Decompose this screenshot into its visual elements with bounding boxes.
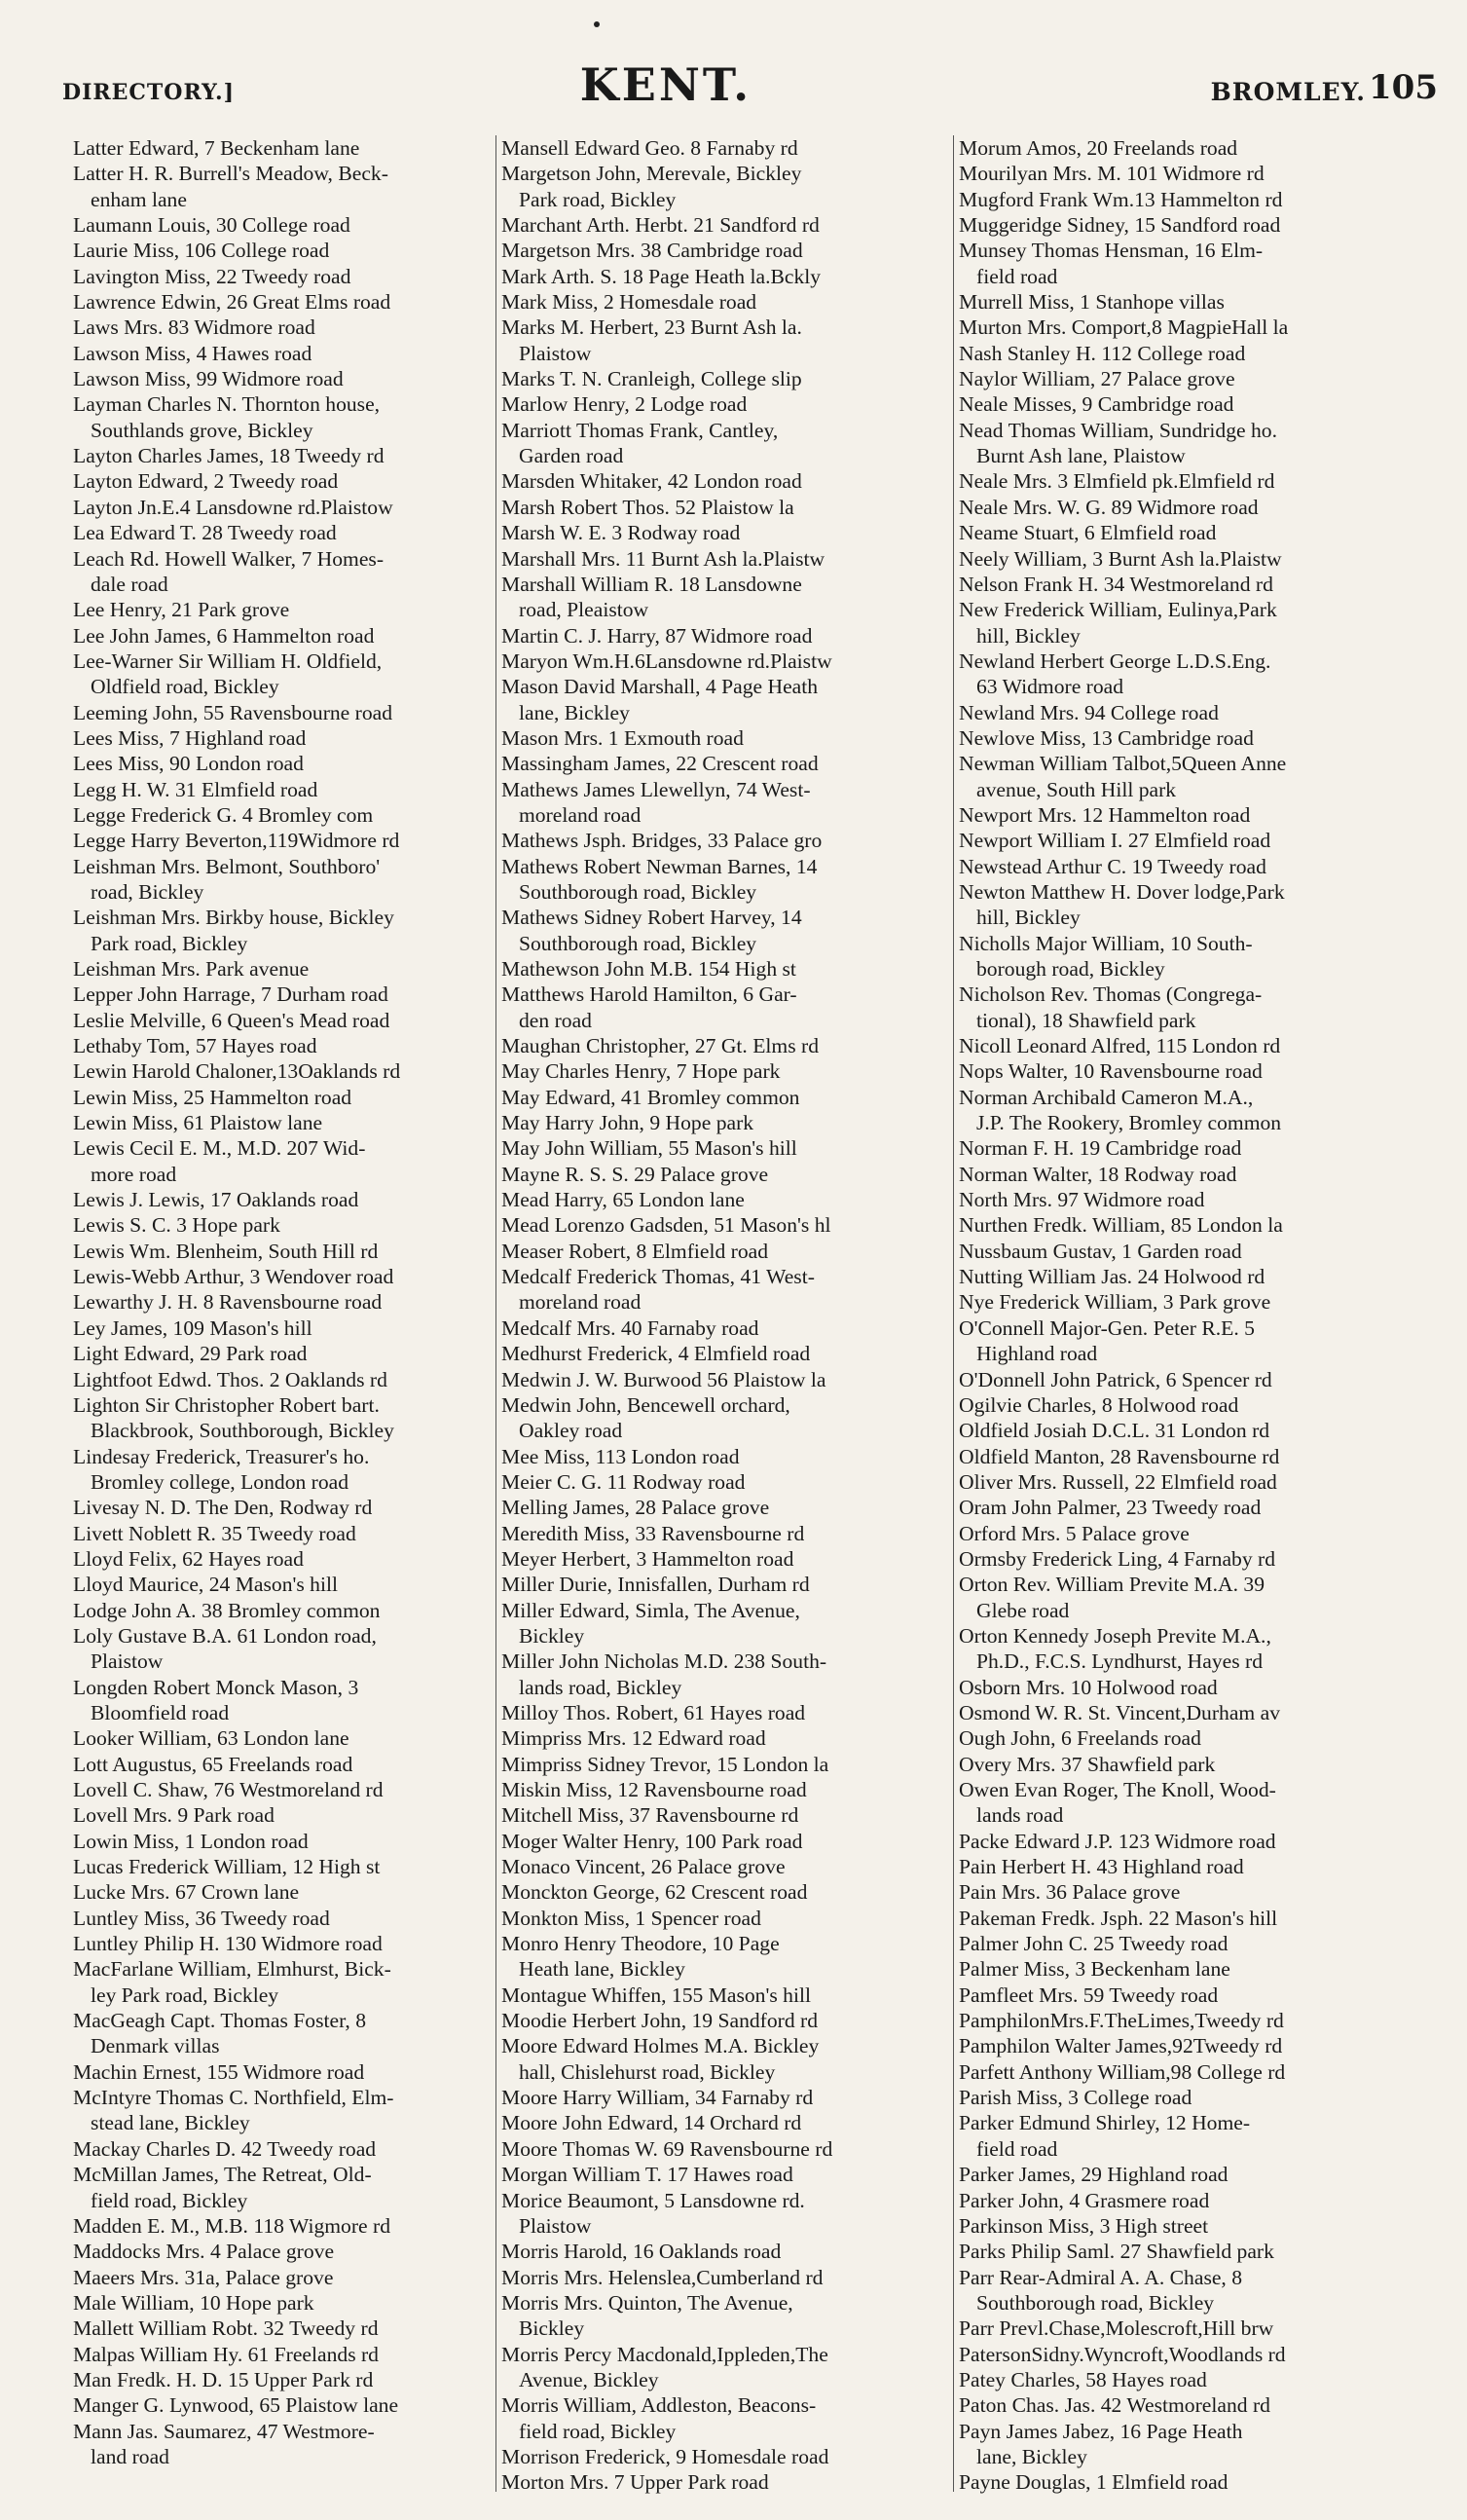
directory-entry: Norman Walter, 18 Rodway road (959, 1162, 1237, 1186)
directory-entry: Lepper John Harrage, 7 Durham road (73, 982, 388, 1007)
directory-column-3 (959, 135, 1407, 2511)
directory-entry: PatersonSidny.Wyncroft,Woodlands rd (959, 2342, 1286, 2366)
directory-entry: Payne Douglas, 1 Elmfield road (959, 2470, 1229, 2495)
directory-entry: Mann Jas. Saumarez, 47 Westmore- (73, 2419, 375, 2443)
directory-entry: Mourilyan Mrs. M. 101 Widmore rd (959, 162, 1265, 186)
directory-entry: Lewis Wm. Blenheim, South Hill rd (73, 1239, 379, 1263)
directory-entry: Southborough road, Bickley (519, 879, 757, 904)
directory-entry: Marshall William R. 18 Lansdowne (501, 572, 802, 596)
directory-entry: Miskin Miss, 12 Ravensbourne road (501, 1778, 807, 1801)
directory-entry: May John William, 55 Mason's hill (501, 1136, 797, 1161)
directory-entry: Miller John Nicholas M.D. 238 South- (501, 1649, 827, 1674)
directory-entry: Leishman Mrs. Belmont, Southboro' (73, 854, 381, 878)
directory-entry: Lawson Miss, 4 Hawes road (73, 341, 312, 365)
directory-entry: field road, Bickley (519, 2419, 677, 2443)
directory-entry: Orford Mrs. 5 Palace grove (959, 1521, 1190, 1545)
header-county: KENT. (579, 58, 752, 111)
directory-entry: road, Bickley (91, 879, 204, 904)
directory-entry: Layton Charles James, 18 Tweedy rd (73, 444, 385, 468)
directory-entry: Lewis Cecil E. M., M.D. 207 Wid- (73, 1136, 366, 1161)
directory-entry: Maughan Christopher, 27 Gt. Elms rd (501, 1034, 820, 1058)
directory-entry: Mugford Frank Wm.13 Hammelton rd (959, 187, 1283, 211)
directory-entry: lands road, Bickley (519, 1675, 682, 1699)
directory-entry: Lewin Miss, 25 Hammelton road (73, 1085, 352, 1109)
directory-entry: Mason David Marshall, 4 Page Heath (501, 675, 819, 699)
directory-entry: Lott Augustus, 65 Freelands road (73, 1752, 353, 1776)
directory-entry: Morrison Frederick, 9 Homesdale road (501, 2444, 829, 2468)
directory-entry: den road (519, 1008, 592, 1032)
directory-entry: Latter H. R. Burrell's Meadow, Beck- (73, 162, 388, 186)
directory-entry: Neely William, 3 Burnt Ash la.Plaistw (959, 546, 1282, 571)
directory-entry: Mason Mrs. 1 Exmouth road (501, 725, 744, 750)
column-divider (495, 135, 496, 2492)
directory-entry: ley Park road, Bickley (91, 1983, 279, 2007)
directory-entry: McMillan James, The Retreat, Old- (73, 2163, 372, 2187)
directory-entry: Glebe road (976, 1598, 1070, 1622)
directory-entry: Looker William, 63 London lane (73, 1726, 349, 1751)
directory-entry: Neale Misses, 9 Cambridge road (959, 392, 1234, 417)
directory-entry: Oldfield Manton, 28 Ravensbourne rd (959, 1444, 1280, 1468)
directory-entry: Morice Beaumont, 5 Lansdowne rd. (501, 2188, 805, 2212)
directory-entry: Nicholls Major William, 10 South- (959, 931, 1253, 955)
directory-entry: Park road, Bickley (91, 931, 248, 955)
directory-entry: Lloyd Felix, 62 Hayes road (73, 1546, 304, 1571)
directory-entry: Palmer John C. 25 Tweedy road (959, 1932, 1229, 1956)
directory-entry: Newland Herbert George L.D.S.Eng. (959, 649, 1271, 673)
directory-entry: Nutting William Jas. 24 Holwood rd (959, 1265, 1265, 1289)
directory-entry: Leach Rd. Howell Walker, 7 Homes- (73, 546, 385, 571)
directory-entry: Ormsby Frederick Ling, 4 Farnaby rd (959, 1546, 1276, 1571)
directory-entry: Lewin Miss, 61 Plaistow lane (73, 1111, 323, 1135)
directory-entry: Legge Frederick G. 4 Bromley com (73, 802, 374, 827)
directory-entry: Lewin Harold Chaloner,13Oaklands rd (73, 1059, 401, 1084)
directory-entry: Meredith Miss, 33 Ravensbourne rd (501, 1521, 805, 1545)
directory-entry: Neame Stuart, 6 Elmfield road (959, 521, 1217, 545)
print-mark (594, 21, 600, 27)
directory-entry: Marsh Robert Thos. 52 Plaistow la (501, 495, 794, 519)
directory-entry: Bloomfield road (91, 1700, 230, 1724)
directory-entry: Parks Philip Saml. 27 Shawfield park (959, 2240, 1274, 2264)
directory-entry: Newstead Arthur C. 19 Tweedy road (959, 854, 1266, 878)
directory-entry: Legge Harry Beverton,119Widmore rd (73, 829, 400, 853)
directory-entry: Parr Prevl.Chase,Molescroft,Hill brw (959, 2316, 1274, 2341)
directory-entry: Massingham James, 22 Crescent road (501, 752, 819, 776)
directory-entry: Laumann Louis, 30 College road (73, 213, 350, 238)
directory-entry: Mathews James Llewellyn, 74 West- (501, 777, 811, 801)
directory-entry: Lovell C. Shaw, 76 Westmoreland rd (73, 1778, 384, 1801)
directory-entry: Ough John, 6 Freelands road (959, 1726, 1201, 1751)
directory-entry: road, Pleaistow (519, 598, 649, 622)
directory-entry: Lightfoot Edwd. Thos. 2 Oaklands rd (73, 1367, 387, 1391)
directory-entry: Laws Mrs. 83 Widmore road (73, 315, 315, 340)
directory-entry: Melling James, 28 Palace grove (501, 1496, 770, 1520)
directory-entry: Medwin John, Bencewell orchard, (501, 1392, 790, 1417)
directory-entry: Bromley college, London road (91, 1469, 349, 1494)
directory-entry: Marsden Whitaker, 42 London road (501, 469, 802, 494)
directory-entry: Lethaby Tom, 57 Hayes road (73, 1034, 317, 1058)
column-divider (953, 135, 954, 2492)
directory-entry: Osmond W. R. St. Vincent,Durham av (959, 1700, 1280, 1724)
directory-entry: Lees Miss, 90 London road (73, 752, 304, 776)
directory-entry: Lewis S. C. 3 Hope park (73, 1213, 280, 1238)
directory-entry: Marchant Arth. Herbt. 21 Sandford rd (501, 213, 820, 238)
directory-entry: Leslie Melville, 6 Queen's Mead road (73, 1008, 390, 1032)
directory-entry: Denmark villas (91, 2034, 220, 2058)
directory-entry: Leishman Mrs. Birkby house, Bickley (73, 906, 394, 930)
directory-entry: tional), 18 Shawfield park (976, 1008, 1196, 1032)
directory-entry: Nye Frederick William, 3 Park grove (959, 1290, 1271, 1315)
directory-entry: Bickley (519, 1623, 585, 1648)
directory-entry: Legg H. W. 31 Elmfield road (73, 777, 318, 801)
directory-entry: moreland road (519, 1290, 642, 1315)
directory-entry: Monro Henry Theodore, 10 Page (501, 1932, 780, 1956)
directory-entry: Pakeman Fredk. Jsph. 22 Mason's hill (959, 1906, 1278, 1930)
directory-entry: Morton Mrs. 7 Upper Park road (501, 2470, 769, 2495)
directory-entry: Loly Gustave B.A. 61 London road, (73, 1623, 377, 1648)
directory-entry: Layman Charles N. Thornton house, (73, 392, 381, 417)
directory-entry: Mead Harry, 65 London lane (501, 1188, 745, 1212)
directory-entry: New Frederick William, Eulinya,Park (959, 598, 1277, 622)
directory-entry: Oldfield Josiah D.C.L. 31 London rd (959, 1419, 1270, 1443)
directory-entry: Paton Chas. Jas. 42 Westmoreland rd (959, 2393, 1270, 2418)
directory-entry: Marks T. N. Cranleigh, College slip (501, 367, 802, 391)
directory-entry: Blackbrook, Southborough, Bickley (91, 1419, 394, 1443)
directory-entry: field road (976, 2136, 1058, 2161)
directory-entry: Neale Mrs. 3 Elmfield pk.Elmfield rd (959, 469, 1275, 494)
directory-entry: Marriott Thomas Frank, Cantley, (501, 418, 779, 442)
directory-entry: Patey Charles, 58 Hayes road (959, 2367, 1207, 2391)
directory-entry: MacGeagh Capt. Thomas Foster, 8 (73, 2009, 366, 2033)
directory-entry: Luntley Miss, 36 Tweedy road (73, 1906, 330, 1930)
directory-entry: Mackay Charles D. 42 Tweedy road (73, 2136, 377, 2161)
directory-entry: Longden Robert Monck Mason, 3 (73, 1675, 359, 1699)
directory-entry: more road (91, 1162, 177, 1186)
directory-entry: May Edward, 41 Bromley common (501, 1085, 800, 1109)
directory-entry: Parr Rear-Admiral A. A. Chase, 8 (959, 2265, 1243, 2289)
directory-entry: Manger G. Lynwood, 65 Plaistow lane (73, 2393, 399, 2418)
directory-entry: Livett Noblett R. 35 Tweedy road (73, 1521, 356, 1545)
directory-entry: Light Edward, 29 Park road (73, 1342, 308, 1366)
directory-entry: Payn James Jabez, 16 Page Heath (959, 2419, 1243, 2443)
directory-entry: Lindesay Frederick, Treasurer's ho. (73, 1444, 370, 1468)
directory-entry: Lavington Miss, 22 Tweedy road (73, 264, 351, 288)
directory-entry: Nelson Frank H. 34 Westmoreland rd (959, 572, 1273, 596)
directory-entry: Moore John Edward, 14 Orchard rd (501, 2111, 802, 2135)
directory-entry: hill, Bickley (976, 623, 1081, 648)
directory-entry: Margetson Mrs. 38 Cambridge road (501, 239, 803, 263)
directory-entry: Miller Durie, Innisfallen, Durham rd (501, 1573, 810, 1597)
directory-entry: Oliver Mrs. Russell, 22 Elmfield road (959, 1469, 1277, 1494)
directory-entry: Morris William, Addleston, Beacons- (501, 2393, 817, 2418)
directory-entry: Lewarthy J. H. 8 Ravensbourne road (73, 1290, 383, 1315)
directory-entry: Morris Mrs. Helenslea,Cumberland rd (501, 2265, 824, 2289)
directory-entry: Mimpriss Sidney Trevor, 15 London la (501, 1752, 829, 1776)
directory-entry: Medcalf Frederick Thomas, 41 West- (501, 1265, 815, 1289)
directory-entry: Malpas William Hy. 61 Freelands rd (73, 2342, 379, 2366)
directory-entry: Mathews Robert Newman Barnes, 14 (501, 854, 818, 878)
directory-entry: Overy Mrs. 37 Shawfield park (959, 1752, 1216, 1776)
directory-entry: Burnt Ash lane, Plaistow (976, 444, 1186, 468)
directory-entry: Nussbaum Gustav, 1 Garden road (959, 1239, 1242, 1263)
directory-entry: Parish Miss, 3 College road (959, 2086, 1192, 2110)
directory-column-2 (501, 135, 947, 2511)
directory-entry: Morum Amos, 20 Freelands road (959, 136, 1238, 160)
directory-entry: Moore Thomas W. 69 Ravensbourne rd (501, 2136, 833, 2161)
directory-entry: Ley James, 109 Mason's hill (73, 1316, 312, 1340)
directory-entry: land road (91, 2444, 169, 2468)
directory-entry: Lee John James, 6 Hammelton road (73, 623, 375, 648)
directory-entry: avenue, South Hill park (976, 777, 1177, 801)
directory-entry: Lawson Miss, 99 Widmore road (73, 367, 344, 391)
directory-entry: Monkton Miss, 1 Spencer road (501, 1906, 761, 1930)
directory-entry: Pamfleet Mrs. 59 Tweedy road (959, 1983, 1219, 2007)
page-number: 105 (1369, 68, 1438, 107)
directory-entry: Moodie Herbert John, 19 Sandford rd (501, 2009, 819, 2033)
directory-entry: Mathewson John M.B. 154 High st (501, 957, 796, 981)
directory-entry: Matthews Harold Hamilton, 6 Gar- (501, 982, 797, 1007)
directory-entry: May Harry John, 9 Hope park (501, 1111, 754, 1135)
directory-entry: Latter Edward, 7 Beckenham lane (73, 136, 360, 160)
directory-entry: Osborn Mrs. 10 Holwood road (959, 1675, 1218, 1699)
directory-entry: Lloyd Maurice, 24 Mason's hill (73, 1573, 338, 1597)
directory-entry: Monaco Vincent, 26 Palace grove (501, 1855, 786, 1879)
directory-entry: Marlow Henry, 2 Lodge road (501, 392, 748, 417)
directory-entry: Park road, Bickley (519, 187, 677, 211)
directory-entry: Newport Mrs. 12 Hammelton road (959, 802, 1251, 827)
directory-entry: hill, Bickley (976, 906, 1081, 930)
directory-entry: Mark Arth. S. 18 Page Heath la.Bckly (501, 264, 822, 288)
directory-entry: Mansell Edward Geo. 8 Farnaby rd (501, 136, 798, 160)
directory-entry: Norman F. H. 19 Cambridge road (959, 1136, 1242, 1161)
directory-entry: Leishman Mrs. Park avenue (73, 957, 310, 981)
directory-entry: Lee Henry, 21 Park grove (73, 598, 290, 622)
directory-entry: Mimpriss Mrs. 12 Edward road (501, 1726, 766, 1751)
directory-entry: Milloy Thos. Robert, 61 Hayes road (501, 1700, 806, 1724)
directory-entry: Machin Ernest, 155 Widmore road (73, 2059, 365, 2084)
directory-entry: Owen Evan Roger, The Knoll, Wood- (959, 1778, 1276, 1801)
page-header (62, 39, 1444, 111)
directory-entry: Medhurst Frederick, 4 Elmfield road (501, 1342, 811, 1366)
directory-entry: Marks M. Herbert, 23 Burnt Ash la. (501, 315, 802, 340)
directory-entry: PamphilonMrs.F.TheLimes,Tweedy rd (959, 2009, 1284, 2033)
directory-entry: Mathews Sidney Robert Harvey, 14 (501, 906, 802, 930)
directory-entry: Lucas Frederick William, 12 High st (73, 1855, 381, 1879)
directory-entry: Norman Archibald Cameron M.A., (959, 1085, 1254, 1109)
directory-entry: Medwin J. W. Burwood 56 Plaistow la (501, 1367, 826, 1391)
directory-entry: Martin C. J. Harry, 87 Widmore road (501, 623, 813, 648)
header-town: BROMLEY. (1210, 78, 1366, 106)
directory-entry: Muggeridge Sidney, 15 Sandford road (959, 213, 1281, 238)
directory-entry: Lighton Sir Christopher Robert bart. (73, 1392, 380, 1417)
directory-entry: Medcalf Mrs. 40 Farnaby road (501, 1316, 759, 1340)
directory-entry: lands road (976, 1803, 1064, 1828)
directory-entry: Ph.D., F.C.S. Lyndhurst, Hayes rd (976, 1649, 1264, 1674)
directory-entry: Moore Harry William, 34 Farnaby rd (501, 2086, 814, 2110)
directory-entry: Southborough road, Bickley (976, 2290, 1215, 2315)
directory-entry: Nicholson Rev. Thomas (Congrega- (959, 982, 1263, 1007)
directory-entry: Lees Miss, 7 Highland road (73, 725, 307, 750)
directory-entry: May Charles Henry, 7 Hope park (501, 1059, 781, 1084)
directory-entry: Lowin Miss, 1 London road (73, 1829, 309, 1853)
directory-entry: Oakley road (519, 1419, 623, 1443)
directory-entry: Lewis-Webb Arthur, 3 Wendover road (73, 1265, 394, 1289)
directory-entry: Lovell Mrs. 9 Park road (73, 1803, 275, 1828)
directory-entry: Maddocks Mrs. 4 Palace grove (73, 2240, 335, 2264)
directory-entry: Leeming John, 55 Ravensbourne road (73, 700, 393, 724)
directory-entry: Marsh W. E. 3 Rodway road (501, 521, 741, 545)
directory-entry: Newton Matthew H. Dover lodge,Park (959, 879, 1285, 904)
directory-entry: Lodge John A. 38 Bromley common (73, 1598, 381, 1622)
directory-entry: Plaistow (519, 341, 592, 365)
directory-entry: hall, Chislehurst road, Bickley (519, 2059, 776, 2084)
directory-entry: borough road, Bickley (976, 957, 1165, 981)
directory-entry: Oldfield road, Bickley (91, 675, 279, 699)
directory-entry: Bickley (519, 2316, 585, 2341)
directory-entry: Southlands grove, Bickley (91, 418, 313, 442)
directory-entry: O'Donnell John Patrick, 6 Spencer rd (959, 1367, 1272, 1391)
directory-entry: Parker James, 29 Highland road (959, 2163, 1229, 2187)
directory-entry: Plaistow (91, 1649, 164, 1674)
directory-entry: Nicoll Leonard Alfred, 115 London rd (959, 1034, 1281, 1058)
directory-entry: Layton Edward, 2 Tweedy road (73, 469, 339, 494)
directory-entry: Maryon Wm.H.6Lansdowne rd.Plaistw (501, 649, 832, 673)
directory-entry: stead lane, Bickley (91, 2111, 250, 2135)
directory-entry: Luntley Philip H. 130 Widmore road (73, 1932, 383, 1956)
directory-entry: Livesay N. D. The Den, Rodway rd (73, 1496, 373, 1520)
directory-entry: lane, Bickley (519, 700, 630, 724)
directory-entry: Mitchell Miss, 37 Ravensbourne rd (501, 1803, 799, 1828)
directory-entry: Monckton George, 62 Crescent road (501, 1880, 808, 1905)
directory-entry: Male William, 10 Hope park (73, 2290, 314, 2315)
directory-entry: Packe Edward J.P. 123 Widmore road (959, 1829, 1276, 1853)
directory-entry: Naylor William, 27 Palace grove (959, 367, 1235, 391)
directory-entry: Newman William Talbot,5Queen Anne (959, 752, 1287, 776)
directory-entry: Newlove Miss, 13 Cambridge road (959, 725, 1254, 750)
directory-entry: Oram John Palmer, 23 Tweedy road (959, 1496, 1262, 1520)
directory-entry: Morris Mrs. Quinton, The Avenue, (501, 2290, 793, 2315)
directory-entry: Neale Mrs. W. G. 89 Widmore road (959, 495, 1259, 519)
directory-entry: Mark Miss, 2 Homesdale road (501, 290, 757, 315)
directory-entry: Maeers Mrs. 31a, Palace grove (73, 2265, 334, 2289)
directory-entry: Lee-Warner Sir William H. Oldfield, (73, 649, 383, 673)
directory-entry: Pain Mrs. 36 Palace grove (959, 1880, 1181, 1905)
directory-entry: Miller Edward, Simla, The Avenue, (501, 1598, 800, 1622)
directory-entry: Plaistow (519, 2213, 592, 2238)
directory-entry: Munsey Thomas Hensman, 16 Elm- (959, 239, 1264, 263)
directory-column-1 (73, 135, 492, 2511)
directory-entry: Mayne R. S. S. 29 Palace grove (501, 1162, 769, 1186)
directory-entry: Mee Miss, 113 London road (501, 1444, 740, 1468)
directory-entry: 63 Widmore road (976, 675, 1124, 699)
directory-entry: Nurthen Fredk. William, 85 London la (959, 1213, 1283, 1238)
directory-entry: enham lane (91, 187, 187, 211)
directory-entry: Newport William I. 27 Elmfield road (959, 829, 1271, 853)
directory-entry: O'Connell Major-Gen. Peter R.E. 5 (959, 1316, 1255, 1340)
directory-entry: Morris Harold, 16 Oaklands road (501, 2240, 782, 2264)
directory-entry: Meyer Herbert, 3 Hammelton road (501, 1546, 794, 1571)
directory-entry: Nops Walter, 10 Ravensbourne road (959, 1059, 1263, 1084)
directory-entry: moreland road (519, 802, 642, 827)
directory-entry: MacFarlane William, Elmhurst, Bick- (73, 1957, 391, 1982)
directory-entry: Ogilvie Charles, 8 Holwood road (959, 1392, 1239, 1417)
directory-entry: Parfett Anthony William,98 College rd (959, 2059, 1286, 2084)
directory-entry: Moore Edward Holmes M.A. Bickley (501, 2034, 820, 2058)
directory-entry: Pamphilon Walter James,92Tweedy rd (959, 2034, 1283, 2058)
directory-entry: Lawrence Edwin, 26 Great Elms road (73, 290, 391, 315)
directory-entry: Measer Robert, 8 Elmfield road (501, 1239, 769, 1263)
directory-entry: Orton Kennedy Joseph Previte M.A., (959, 1623, 1271, 1648)
directory-entry: Madden E. M., M.B. 118 Wigmore rd (73, 2213, 391, 2238)
directory-entry: J.P. The Rookery, Bromley common (976, 1111, 1282, 1135)
directory-entry: Parkinson Miss, 3 High street (959, 2213, 1209, 2238)
directory-entry: Palmer Miss, 3 Beckenham lane (959, 1957, 1230, 1982)
directory-entry: Murton Mrs. Comport,8 MagpieHall la (959, 315, 1289, 340)
directory-entry: Lea Edward T. 28 Tweedy road (73, 521, 337, 545)
directory-entry: Morris Percy Macdonald,Ippleden,The (501, 2342, 828, 2366)
directory-entry: Montague Whiffen, 155 Mason's hill (501, 1983, 811, 2007)
directory-entry: Mallett William Robt. 32 Tweedy rd (73, 2316, 379, 2341)
directory-entry: dale road (91, 572, 168, 596)
directory-entry: Garden road (519, 444, 624, 468)
directory-entry: Margetson John, Merevale, Bickley (501, 162, 802, 186)
directory-entry: Pain Herbert H. 43 Highland road (959, 1855, 1244, 1879)
directory-entry: Layton Jn.E.4 Lansdowne rd.Plaistow (73, 495, 393, 519)
directory-entry: Parker Edmund Shirley, 12 Home- (959, 2111, 1251, 2135)
directory-entry: field road (976, 264, 1058, 288)
directory-entry: Lewis J. Lewis, 17 Oaklands road (73, 1188, 359, 1212)
directory-entry: Avenue, Bickley (519, 2367, 659, 2391)
directory-entry: Man Fredk. H. D. 15 Upper Park rd (73, 2367, 374, 2391)
directory-entry: Murrell Miss, 1 Stanhope villas (959, 290, 1225, 315)
directory-entry: Nash Stanley H. 112 College road (959, 341, 1246, 365)
directory-entry: Heath lane, Bickley (519, 1957, 685, 1982)
directory-entry: field road, Bickley (91, 2188, 248, 2212)
directory-entry: lane, Bickley (976, 2444, 1087, 2468)
directory-entry: Orton Rev. William Previte M.A. 39 (959, 1573, 1265, 1597)
directory-entry: North Mrs. 97 Widmore road (959, 1188, 1205, 1212)
directory-entry: Parker John, 4 Grasmere road (959, 2188, 1210, 2212)
directory-entry: Marshall Mrs. 11 Burnt Ash la.Plaistw (501, 546, 825, 571)
directory-entry: Southborough road, Bickley (519, 931, 757, 955)
directory-entry: Newland Mrs. 94 College road (959, 700, 1219, 724)
directory-entry: McIntyre Thomas C. Northfield, Elm- (73, 2086, 394, 2110)
directory-entry: Moger Walter Henry, 100 Park road (501, 1829, 803, 1853)
directory-entry: Highland road (976, 1342, 1098, 1366)
header-section-label: DIRECTORY.] (62, 80, 236, 105)
directory-entry: Mathews Jsph. Bridges, 33 Palace gro (501, 829, 823, 853)
directory-entry: Lucke Mrs. 67 Crown lane (73, 1880, 300, 1905)
directory-entry: Morgan William T. 17 Hawes road (501, 2163, 793, 2187)
directory-entry: Laurie Miss, 106 College road (73, 239, 330, 263)
directory-entry: Mead Lorenzo Gadsden, 51 Mason's hl (501, 1213, 831, 1238)
directory-entry: Meier C. G. 11 Rodway road (501, 1469, 746, 1494)
directory-entry: Nead Thomas William, Sundridge ho. (959, 418, 1277, 442)
